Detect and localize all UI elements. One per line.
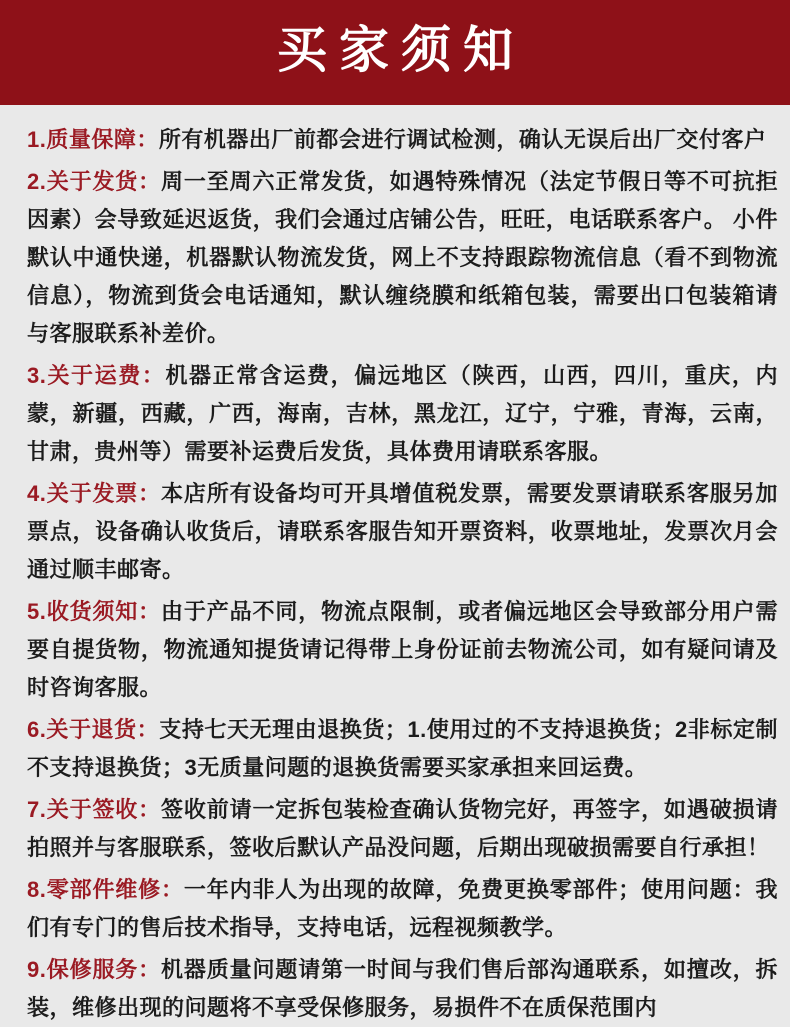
notice-label: 7.关于签收： [27,797,162,822]
notice-item-invoice [27,475,778,589]
notice-item-quality [27,121,778,159]
notice-text: 由于产品不同，物流点限制，或者偏远地区会导致部分用户需要自提货物，物流通知提货请记得带上身份证前去物流公司，如有疑问请及时咨询客服。 [27,599,778,700]
notice-text: 本店所有设备均可开具增值税发票，需要发票请联系客服另加票点，设备确认收货后，请联系客服告知开票资料，收票地址，发票次月会通过顺丰邮寄。 [27,481,778,582]
notice-label: 4.关于发票： [27,481,162,506]
notice-item-parts-repair [27,871,778,947]
notice-label: 8.零部件维修： [27,877,184,902]
notice-label: 1.质量保障： [27,127,159,152]
notice-label: 6.关于退货： [27,717,160,742]
notice-label: 3.关于运费： [27,363,166,388]
notice-list [0,105,790,1027]
header-band [0,0,790,105]
notice-item-warranty [27,951,778,1027]
notice-text: 签收前请一定拆包装检查确认货物完好，再签字，如遇破损请拍照并与客服联系，签收后默认产品没问题，后期出现破损需要自行承担！ [27,797,778,860]
notice-label: 9.保修服务： [27,957,162,982]
notice-text: 所有机器出厂前都会进行调试检测，确认无误后出厂交付客户 [158,127,767,152]
notice-text: 机器质量问题请第一时间与我们售后部沟通联系，如擅改，拆装，维修出现的问题将不享受保修服务，易损件不在质保范围内 [27,957,778,1020]
page-title: 买家须知 [277,21,525,78]
notice-item-sign-off [27,791,778,867]
notice-text: 一年内非人为出现的故障，免费更换零部件；使用问题：我们有专门的售后技术指导，支持电话，远程视频教学。 [27,877,778,940]
notice-item-shipping [27,163,778,353]
notice-item-returns [27,711,778,787]
notice-text: 支持七天无理由退换货；1.使用过的不支持退换货；2非标定制不支持退换货；3无质量问题的退换货需要买家承担来回运费。 [27,717,778,780]
notice-label: 2.关于发货： [27,169,162,194]
notice-item-freight [27,357,778,471]
notice-label: 5.收货须知： [27,599,162,624]
notice-item-receiving [27,593,778,707]
notice-text: 周一至周六正常发货，如遇特殊情况（法定节假日等不可抗拒因素）会导致延迟返货，我们会通过店铺公告，旺旺，电话联系客户。 小件默认中通快递，机器默认物流发货，网上不支持跟踪物流信息（看不到物流信息），物流到货会电话通知，默认缠绕膜和纸箱包装，需要出口包装箱请与客服联系补差价。 [27,169,778,346]
notice-text: 机器正常含运费，偏远地区（陕西，山西，四川，重庆，内蒙，新疆，西藏，广西，海南，吉林，黑龙江，辽宁，宁雅，青海，云南，甘肃，贵州等）需要补运费后发货，具体费用请联系客服。 [27,363,778,464]
